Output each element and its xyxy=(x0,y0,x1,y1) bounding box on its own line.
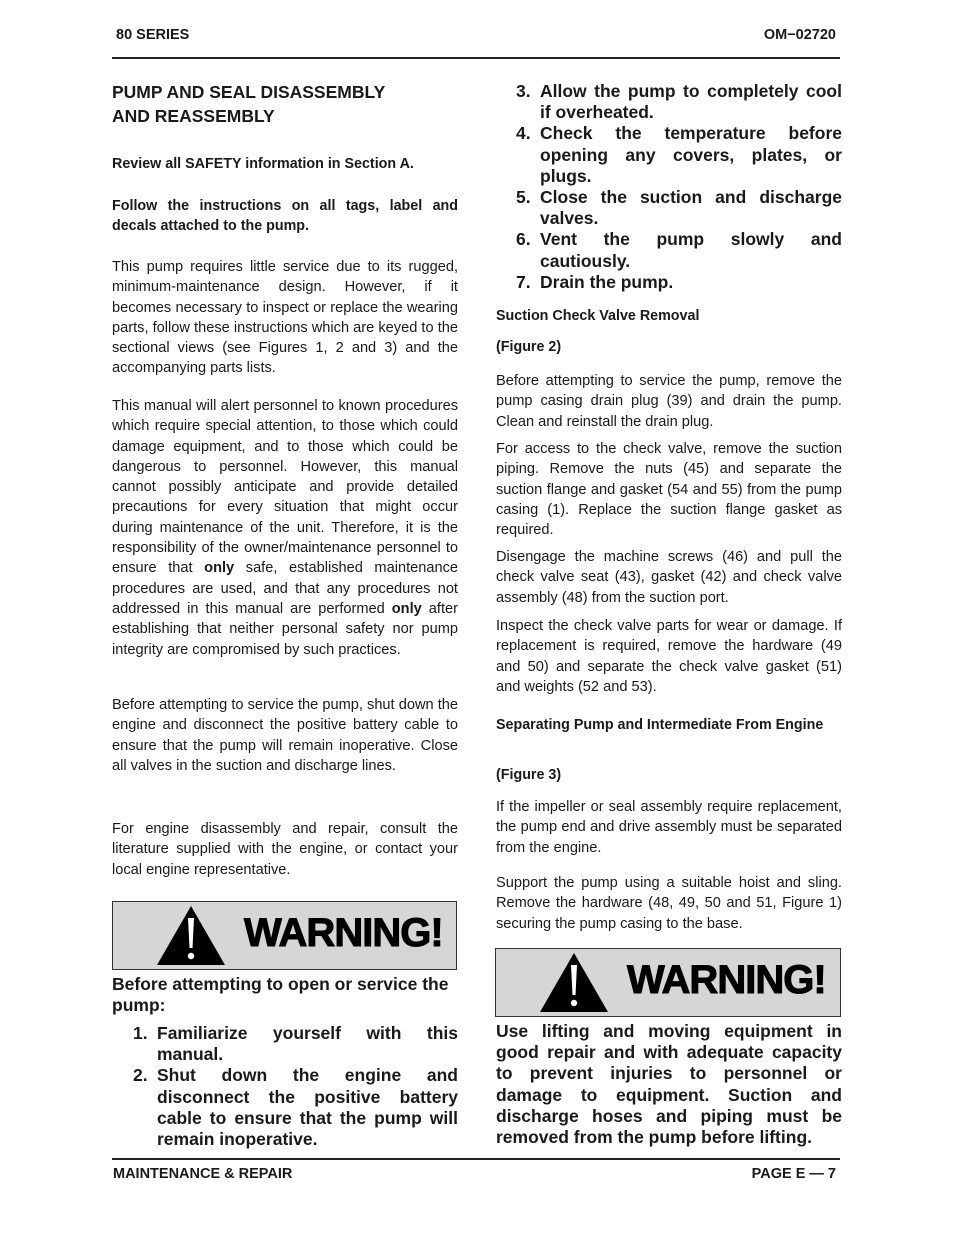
intro-paragraph: This pump requires little service due to its rugged, minimum-maintenance design. However, if it becomes necessary to inspect or replace the wearing parts, follow these instructions which are keyed to the sectional views (see Figures 1, 2 and 3) and the accompanying parts lists. xyxy=(112,259,458,377)
shutdown-paragraph: Before attempting to service the pump, shut down the engine and disconnect the positive battery cable to ensure that the pump will remain inoperative. Close all valves in the suction and discharge lines. xyxy=(112,697,458,774)
warning-steps-left xyxy=(135,1023,458,1150)
step-text: Check the temperature before opening any covers, plates, or plugs. xyxy=(540,123,842,186)
step-text: Close the suction and discharge valves. xyxy=(540,187,842,229)
warning-step xyxy=(518,229,842,271)
check-valve-paragraph-2: For access to the check valve, remove the suction piping. Remove the nuts (45) and separate the suction flange and gasket (54 and 55) from the pump casing (1). Replace the suction flange gasket as required. xyxy=(496,441,842,539)
warning-steps-right xyxy=(518,81,842,293)
warning-triangle-icon xyxy=(155,904,227,967)
warning-step xyxy=(518,81,842,123)
footer-rule xyxy=(112,1158,840,1160)
check-valve-paragraph-4: Inspect the check valve parts for wear or damage. If replacement is required, remove the hardware (49 and 50) and separate the check valve gasket (51) and weights (52 and 53). xyxy=(496,618,842,695)
warning-step xyxy=(135,1065,458,1150)
figure-ref-2: (Figure 2) xyxy=(496,339,562,355)
lifting-warning-text: Use lifting and moving equipment in good repair and with adequate capacity to prevent injuries to personnel or damage to equipment. Suction and discharge hoses and piping must be removed from the pump before lifting. xyxy=(496,1021,842,1148)
warning-triangle-icon xyxy=(538,951,610,1014)
step-text: Drain the pump. xyxy=(540,271,674,292)
alert-paragraph-part2: safe, established maintenance procedures are used, and that any procedures not addressed in this manual are performed xyxy=(112,560,459,617)
safety-note: Review all SAFETY information in Section A. xyxy=(112,156,414,172)
step-number: 7. xyxy=(516,271,531,292)
step-text: Allow the pump to completely cool if overheated. xyxy=(540,81,842,123)
section-title-line1: PUMP AND SEAL DISASSEMBLY xyxy=(112,82,386,102)
figure-ref-3: (Figure 3) xyxy=(496,767,562,783)
step-text: Vent the pump slowly and cautiously. xyxy=(540,229,842,271)
warning-box-left xyxy=(112,901,457,970)
subsection-title-separating: Separating Pump and Intermediate From Engine xyxy=(496,717,824,733)
warning-step xyxy=(518,272,842,293)
step-number: 2. xyxy=(133,1065,148,1086)
section-title-line2: AND REASSEMBLY xyxy=(112,106,275,126)
header-rule xyxy=(112,57,840,59)
warning-label-left: WARNING! xyxy=(244,911,443,955)
footer-page-number: PAGE E — 7 xyxy=(751,1166,836,1182)
warning-lead: Before attempting to open or service the pump: xyxy=(112,974,449,1016)
warning-label-right: WARNING! xyxy=(627,958,826,1002)
separating-paragraph-2: Support the pump using a suitable hoist and sling. Remove the hardware (48, 49, 50 and 51, Figure 1) securing the pump casing to the base. xyxy=(496,875,842,932)
separating-paragraph-1: If the impeller or seal assembly require replacement, the pump end and drive assembly must be separated from the engine. xyxy=(496,799,842,856)
check-valve-paragraph-1: Before attempting to service the pump, remove the pump casing drain plug (39) and drain the pump. Clean and reinstall the drain plug. xyxy=(496,373,842,430)
alert-paragraph-emph2: only xyxy=(391,600,422,617)
warning-box-right xyxy=(495,948,841,1017)
warning-step xyxy=(518,187,842,229)
step-number: 3. xyxy=(516,81,531,101)
alert-paragraph-emph1: only xyxy=(204,560,235,577)
alert-paragraph-part3: after establishing that neither personal safety nor pump integrity are compromised by such practices. xyxy=(112,600,458,658)
step-text: Shut down the engine and disconnect the positive battery cable to ensure that the pump will remain inoperative. xyxy=(157,1065,458,1150)
alert-paragraph-part1: This manual will alert personnel to known procedures which require special attention, to those which could damage equipment, and to those which could be dangerous to personnel. However, this manual cannot possibly anticipate and provide detailed precautions for every situation that might occur during maintenance of the unit. Therefore, it is the responsibility of the owner/maintenance personnel to ensure that xyxy=(112,398,458,577)
step-number: 1. xyxy=(133,1023,148,1043)
step-number: 4. xyxy=(516,123,531,144)
step-number: 5. xyxy=(516,187,531,208)
step-text: Familiarize yourself with this manual. xyxy=(157,1023,458,1065)
warning-step xyxy=(518,123,842,187)
step-number: 6. xyxy=(516,229,531,250)
alert-paragraph xyxy=(112,396,458,660)
subsection-title-check-valve: Suction Check Valve Removal xyxy=(496,308,700,324)
tags-note: Follow the instructions on all tags, label and decals attached to the pump. xyxy=(112,198,458,234)
header-doc-number: OM−02720 xyxy=(763,27,836,43)
section-title xyxy=(112,80,458,128)
footer-section: MAINTENANCE & REPAIR xyxy=(113,1166,293,1182)
engine-paragraph: For engine disassembly and repair, consult the literature supplied with the engine, or contact your local engine representative. xyxy=(112,821,458,878)
warning-step xyxy=(135,1023,458,1065)
check-valve-paragraph-3: Disengage the machine screws (46) and pull the check valve seat (43), gasket (42) and check valve assembly (48) from the suction port. xyxy=(496,549,842,606)
header-series: 80 SERIES xyxy=(116,27,190,43)
